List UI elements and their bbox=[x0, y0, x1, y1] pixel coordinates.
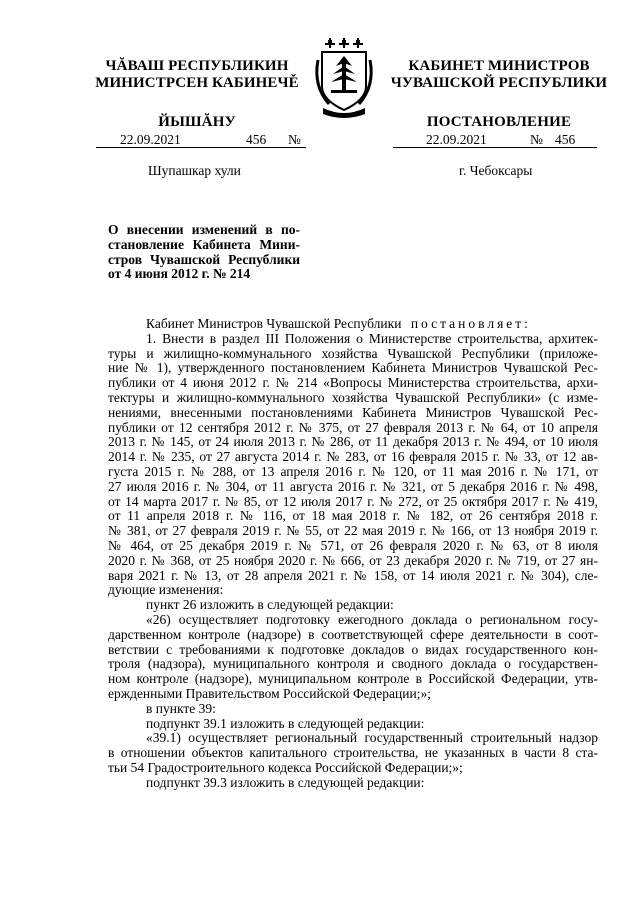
subject-line: становление Кабинета Мини- bbox=[108, 236, 300, 252]
city-russian: г. Чебоксары bbox=[459, 163, 533, 178]
body-line: густа 2015 г. № 288, от 13 апреля 2016 г. № 120, от 11 мая 2016 г. № 171, от bbox=[108, 464, 598, 479]
body-line: тьи 54 Градостроительного кодекса Российской Федерации;»; bbox=[108, 760, 463, 775]
header-right-russian bbox=[388, 58, 610, 131]
preamble-decree-word: постановляет: bbox=[410, 317, 531, 331]
doc-type-chuvash: ЙЫШĂНУ bbox=[158, 114, 236, 130]
org-name-chuvash-line2: МИНИСТРСЕН КАБИНЕЧĚ bbox=[95, 75, 299, 91]
number-right: 456 bbox=[555, 132, 576, 147]
org-name-russian-line2: ЧУВАШСКОЙ РЕСПУБЛИКИ bbox=[390, 75, 608, 91]
body-line: подпункт 39.1 изложить в следующей редакции: bbox=[146, 716, 425, 731]
date-number-line-right bbox=[393, 132, 597, 148]
body-line: тектуры и жилищно-коммунального хозяйства Чувашской Республики» (с изме- bbox=[108, 390, 598, 405]
body-line: № 381, от 27 февраля 2019 г. № 55, от 22 мая 2019 г. № 166, от 13 ноября 2019 г. bbox=[108, 524, 598, 539]
number-sign-left: № bbox=[288, 132, 301, 147]
body-line: от 11 апреля 2018 г. № 116, от 18 мая 2018 г. № 182, от 26 сентября 2018 г. bbox=[108, 509, 598, 524]
subject-line: от 4 июня 2012 г. № 214 bbox=[108, 266, 251, 282]
body-line: туры и жилищно-коммунального хозяйства Чувашской Республики (приложе- bbox=[108, 346, 598, 361]
body-line: 2014 г. № 235, от 27 августа 2014 г. № 283, от 16 февраля 2015 г. № 33, от 12 ав- bbox=[108, 450, 598, 465]
body-line: нениями, внесенными постановлениями Кабинета Министров Чувашской Рес- bbox=[108, 405, 598, 420]
body-line: в пункте 39: bbox=[146, 701, 216, 716]
body-line: ветствии с требованиями к подготовке докладов о видах государственного кон- bbox=[108, 642, 598, 657]
body-line: 2020 г. № 368, от 25 ноября 2020 г. № 666, от 23 декабря 2020 г. № 719, от 27 ян- bbox=[108, 553, 598, 568]
coat-of-arms-icon bbox=[309, 38, 379, 120]
body-line: троля (надзора), муниципального контроля и сводного доклада о государствен- bbox=[108, 657, 598, 672]
document-subject bbox=[108, 223, 300, 282]
body-line: 2013 г. № 145, от 24 июля 2013 г. № 286, от 11 декабря 2013 г. № 494, от 10 июля bbox=[108, 435, 598, 450]
body-line: ние № 1), утвержденного постановлением Кабинета Министров Чувашской Рес- bbox=[108, 361, 598, 376]
body-line: ном контроле (надзоре), муниципальном контроле в Российской Федерации, утв- bbox=[108, 672, 598, 687]
body-line: подпункт 39.3 изложить в следующей редакции: bbox=[146, 775, 425, 790]
preamble bbox=[108, 317, 598, 332]
body-line: ержденными Правительством Российской Федерации;»; bbox=[108, 686, 431, 701]
city-chuvash: Шупашкар хули bbox=[148, 163, 241, 178]
body-line: «26) осуществляет подготовку ежегодного доклада о региональном госу- bbox=[146, 612, 598, 627]
subject-line: О внесении изменений в по- bbox=[108, 222, 300, 237]
body-line: дарственном контроле (надзоре) в соответствующей сфере деятельности в соот- bbox=[108, 627, 598, 642]
body-line: от 14 марта 2017 г. № 85, от 12 июля 2017 г. № 272, от 25 октября 2017 г. № 419, bbox=[108, 494, 598, 509]
body-line: 1. Внести в раздел III Положения о Министерстве строительства, архитек- bbox=[146, 331, 598, 346]
body-line: публики от 4 июня 2012 г. № 214 «Вопросы Министерства строительства, архи- bbox=[108, 376, 598, 391]
document-body bbox=[108, 317, 598, 791]
number-left: 456 bbox=[246, 132, 267, 147]
org-name-chuvash-line1: ЧĂВАШ РЕСПУБЛИКИН bbox=[105, 58, 289, 74]
number-sign-right: № bbox=[530, 132, 543, 147]
body-line: варя 2021 г. № 13, от 28 апреля 2021 г. № 158, от 14 июля 2021 г. № 304), сле- bbox=[108, 568, 598, 583]
body-line: «39.1) осуществляет региональный государственный строительный надзор bbox=[146, 731, 598, 746]
org-name-russian-line1: КАБИНЕТ МИНИСТРОВ bbox=[408, 58, 590, 74]
body-line: № 464, от 25 декабря 2019 г. № 571, от 26 февраля 2020 г. № 63, от 8 июля bbox=[108, 538, 598, 553]
body-line: 27 июля 2016 г. № 304, от 11 августа 2016 г. № 321, от 5 декабря 2016 г. № 498, bbox=[108, 479, 598, 494]
subject-line: стров Чувашской Республики bbox=[108, 251, 300, 267]
date-number-line-left bbox=[96, 132, 306, 148]
header-left-chuvash bbox=[92, 58, 302, 131]
doc-type-russian: ПОСТАНОВЛЕНИЕ bbox=[426, 114, 572, 130]
body-line: в отношении объектов капитального строительства, не указанных в части 8 ста- bbox=[108, 746, 598, 761]
body-line: публики от 12 сентября 2012 г. № 375, от 27 февраля 2013 г. № 64, от 10 апреля bbox=[108, 420, 598, 435]
date-left: 22.09.2021 bbox=[120, 132, 181, 147]
body-line: пункт 26 изложить в следующей редакции: bbox=[146, 598, 394, 613]
preamble-text: Кабинет Министров Чувашской Республики bbox=[146, 317, 402, 331]
date-right: 22.09.2021 bbox=[426, 132, 487, 147]
body-line: дующие изменения: bbox=[108, 583, 224, 598]
